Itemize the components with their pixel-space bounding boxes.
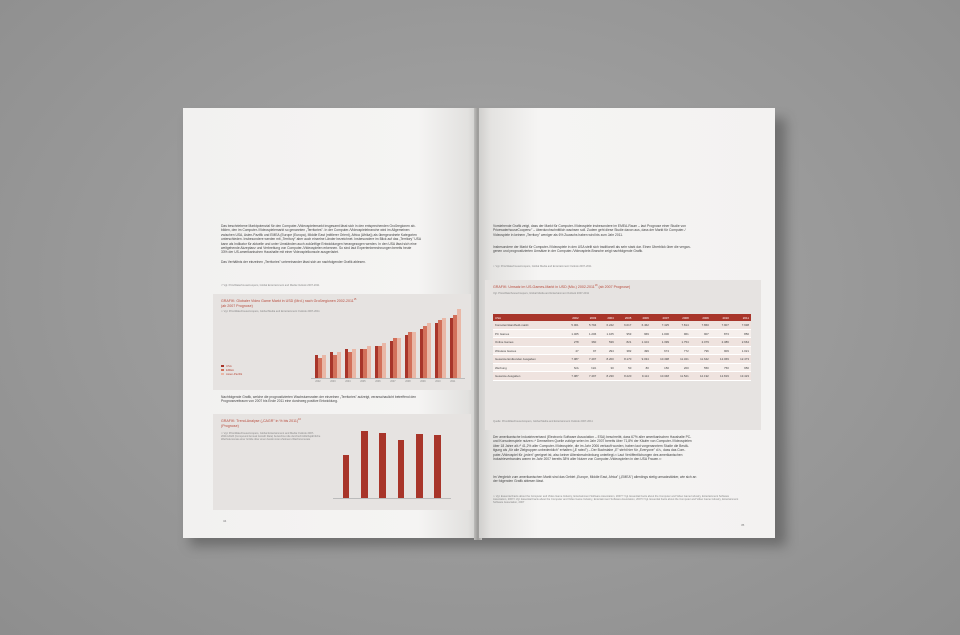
table-cell: 10.348 [651, 372, 671, 381]
chart1-x-tick-label: 2008 [405, 380, 411, 383]
table-cell: 909 [711, 346, 731, 355]
left-paragraph-3-line: Prognosezeitraum von 2007 bis Ende 2011 eine durchweg positive Entwicklung. [221, 399, 338, 404]
chart2-bar [361, 431, 368, 498]
table-cell: Konsolen/Handheld-markt [493, 321, 563, 329]
left-paragraph-1-line: zwischen USA, Asien-Pazifik und EMEA (Europe (Europa), Middle East (mittlerer Orient), Africa (Afrika)) als übergeordnete Kategorien [221, 232, 417, 237]
chart1-bar [412, 332, 416, 378]
table-cell: Gesamte Ausgaben [493, 372, 563, 381]
left-paragraph-1-line: weitgehende Akzeptanz und Verbreitung von Computer-/Videospielen erkennen. So sind laut Expertenberechnungen bereits heute [221, 246, 412, 251]
chart1-bar [352, 349, 356, 378]
chart2-plot [337, 426, 447, 498]
table-row [493, 363, 751, 372]
chart2-bar [398, 440, 405, 498]
table-row [493, 321, 751, 329]
table-cell: 80 [633, 363, 651, 372]
table-cell: 1.000 [651, 329, 671, 338]
table-panel [485, 280, 761, 430]
table-cell: 1.165 [598, 329, 616, 338]
chart1-source: ¹⁵ Vgl. PriceWaterhouseCoopers, Global Media and Entertainment Outlook 2007-2011 [221, 310, 320, 313]
chart1-x-labels [313, 380, 463, 384]
table-cell: 950 [731, 363, 751, 372]
chart1-x-tick-label: 2010 [435, 380, 441, 383]
right-paragraph-1 [493, 224, 743, 237]
right-footnote-line: ²² Vgl. Essential Facts about the Computer and Video Game Industry, Entertainment Software Association, 2007 [493, 498, 739, 505]
table-cell: 953 [616, 329, 634, 338]
right-paragraph-3-line: Industrieverbandes waren im Jahr 2007 bereits 38% aller Nutzer von Computer-/Videospielen in den USA Frauen.²² [493, 457, 662, 462]
chart2-title: GRAFIK: Trend-Analyse („CAGR" in % bis 2011)$^{16}$ (Prognose) [221, 418, 301, 428]
table-cell: PC Games [493, 329, 563, 338]
table-cell: Wireless Games [493, 346, 563, 355]
table-cell: 6.242 [598, 321, 616, 329]
table-title: GRAFIK: Umsatz im US-Games-Markt in USD (Mio.) 2002-2011$^{18}$ (ab 2007 Prognose) [493, 284, 631, 290]
chart1-bar [457, 309, 461, 378]
table-cell: 2.079 [691, 338, 711, 347]
table-cell: 7.907 [711, 321, 731, 329]
chart2-bar [379, 433, 386, 498]
table-cell: 1.104 [633, 338, 651, 347]
chart1-legend [221, 364, 242, 376]
table-cell: 2.386 [711, 338, 731, 347]
table-cell: 13.423 [731, 372, 751, 381]
table-header-cell: 2004 [598, 314, 616, 321]
table-cell: N/A [581, 363, 599, 372]
table-cell: 1.021 [731, 346, 751, 355]
chart1-bar [382, 343, 386, 378]
table-cell: 821 [616, 338, 634, 347]
right-paragraph-3-line: über 18 Jahre alt.²⁰ 41,2% aller Computer-/Videospiele, die im Jahr 2006 verkauft wurden, haben laut vorgenanntem Studie die Bestä- [493, 443, 689, 448]
right-paragraph-1-line: PricewaterhouseCoopers¹⁷ – überdurchschnittlich wachsen soll. Zudem geht diese Studie davon aus, dass der Markt für Computer-/ [493, 228, 686, 233]
right-paragraph-2 [493, 245, 743, 254]
chart1-x-tick-label: 2003 [330, 380, 336, 383]
table-row [493, 329, 751, 338]
right-paragraph-4-line: Im Vergleich zum amerikanischen Markt sind das Gebiet „Europe, Middle East, Africa" („EMEA") allerdings stetig umsatzstärker, wie sich an [493, 475, 697, 479]
table-cell: 674 [651, 346, 671, 355]
right-footnote-line: ²⁰ Vgl. Essential Facts about the Computer and Video Game Industry, Entertainment Software Association, 2007 [493, 495, 730, 502]
us-games-table [493, 314, 751, 381]
chart1-x-tick-label: 2004 [345, 380, 351, 383]
table-cell: 7.425 [651, 321, 671, 329]
chart2-x-axis [333, 498, 451, 499]
table-cell: 97 [581, 346, 599, 355]
left-paragraph-3-line: Nachfolgende Grafik, welche die prognostizierten Wachstumsraten der einzelnen „Territories" aufzeigt, veranschaulicht betreffend den [221, 395, 417, 399]
right-paragraph-4 [493, 475, 743, 484]
table-cell: 539 [598, 338, 616, 347]
chart2-source [221, 432, 321, 442]
chart1-bar [427, 323, 431, 378]
table-cell: 7.087 [563, 372, 581, 381]
table-cell: N/A [563, 363, 581, 372]
table-note: Vgl. PriceWaterhouseCoopers, Global Media and Entertainment Outlook 2007-2011 [493, 292, 590, 295]
table-cell: 772 [671, 346, 691, 355]
chart1-x-tick-label: 2007 [390, 380, 396, 383]
left-page [183, 108, 477, 538]
table-cell: 1.206 [581, 329, 599, 338]
chart2-source-line: ¹⁶ Vgl. PriceWaterhouseCoopers, Global Entertainment and Media Outlook 2007-2011 [221, 432, 315, 439]
right-paragraph-2-line: Insbesondere der Markt für Computer-/Videospiele in den USA stellt sich traditionell als sehr stark dar. Einen Überblick über die vergan- [493, 245, 691, 249]
legend-swatch-emea [221, 369, 224, 371]
table-cell: 30 [598, 363, 616, 372]
left-paragraph-3 [221, 395, 466, 404]
table-cell: 5.794 [581, 321, 599, 329]
table-cell: 11.521 [671, 372, 691, 381]
table-cell: 7.938 [731, 321, 751, 329]
table-cell: 873 [711, 329, 731, 338]
table-cell: 360 [581, 338, 599, 347]
chart1-x-tick-label: 2011 [450, 380, 456, 383]
table-cell: 8.220 [616, 372, 634, 381]
table-cell: 7.087 [563, 355, 581, 364]
right-footnote-line: ¹⁹ Vgl. Essential Facts about the Computer and Video Game Industry, Entertainment Software Association, 2007 [493, 495, 622, 498]
table-header-cell: 2002 [563, 314, 581, 321]
table-cell: 2.664 [731, 338, 751, 347]
table-header-cell: 2009 [691, 314, 711, 321]
chart1-panel [213, 294, 471, 390]
right-footnotes [493, 495, 743, 505]
chart1-title: GRAFIK: Globaler Video Game Markt in USD (Mrd.) nach Großregionen 2002-2011$^{15}$ (ab 2007 Prognose) [221, 298, 357, 308]
table-row [493, 355, 751, 364]
chart1-x-tick-label: 2005 [360, 380, 366, 383]
table-cell: 907 [691, 329, 711, 338]
table-cell: 550 [691, 363, 711, 372]
table-header-cell: 2008 [671, 314, 691, 321]
table-row [493, 372, 751, 381]
chart2-panel [213, 414, 471, 510]
chart1-bar [397, 338, 401, 378]
table-cell: 750 [711, 363, 731, 372]
chart1-bar [322, 355, 326, 378]
left-paragraph-1-line: unterschieden. Insbesondere werden mit „Territory" aber auch einzelne Länder bezeichnet. Insbesondere im Blick auf das „Territory" USA [221, 237, 422, 242]
table-header-row [493, 314, 751, 321]
chart1-x-axis [311, 378, 465, 379]
left-paragraph-1-line: bilden, den im Computer-/Videospielemarkt so genannten „Territories". In der Computer-/Videospielebranche wird im Allgemeinen [221, 228, 410, 233]
table-cell: 47 [563, 346, 581, 355]
table-cell: 7.497 [581, 372, 599, 381]
legend-swatch-usa [221, 365, 224, 367]
right-paragraph-3 [493, 435, 743, 461]
table-cell: 8.170 [616, 355, 634, 364]
chart2-bar [416, 434, 423, 498]
table-header-cell: 2007 [651, 314, 671, 321]
table-cell: Werbung [493, 363, 563, 372]
table-cell: 1.465 [563, 329, 581, 338]
table-header-cell: USA [493, 314, 563, 321]
right-paragraph-1-line: Vorstehende Grafik zeigt, dass der Markt für Computer-/Videospiele insbesondere im EMEA-Raum – laut Prognose einer Studie von [493, 224, 686, 228]
table-row [493, 346, 751, 355]
chart1-plot [313, 306, 463, 378]
chart2-bar [343, 455, 350, 498]
left-paragraph-1-line: 33% der US-amerikanischen Haushalte mit einer Videospielkonsole ausgerüstet. [221, 250, 339, 255]
table-cell: 7.860 [691, 321, 711, 329]
table-cell: 969 [633, 329, 651, 338]
chart1-x-tick-label: 2002 [315, 380, 321, 383]
table-cell: 12.819 [711, 372, 731, 381]
right-page-number: 35 [741, 523, 745, 527]
table-header-cell: 2005 [616, 314, 634, 321]
chart1-bar [442, 318, 446, 378]
chart2-bar [434, 435, 441, 498]
right-paragraph-1-line: Videospiele in keinem „Territory" weniger als 6% Zuwachs haben wird bis zum Jahr 2011. [493, 232, 624, 237]
table-cell: 12.473 [731, 355, 751, 364]
table-cell: 10.498 [651, 355, 671, 364]
right-page [479, 108, 775, 538]
table-cell: 150 [651, 363, 671, 372]
table-cell: 382 [616, 346, 634, 355]
table-cell: 499 [633, 346, 651, 355]
table-cell: Online Games [493, 338, 563, 347]
left-paragraph-1-line: kann als Indikator für aktuelle und unter Umständen auch zukünftige Entwicklungen herangezogen werden. In den USA lässt sich eine [221, 241, 417, 246]
table-header-cell: 2010 [711, 314, 731, 321]
chart2-source-line: CAGR (Compound Annual Growth Rate) bezeichnet die durchschnittliche [226, 435, 311, 439]
chart1-bar [367, 346, 371, 378]
table-cell: 278 [563, 338, 581, 347]
table-cell: 1.754 [671, 338, 691, 347]
table-cell: 11.642 [691, 355, 711, 364]
table-cell: 11.321 [671, 355, 691, 364]
left-paragraph-1-line: Das beschriebene Marktpotenzial für den Computer-/Videospielemarkt insgesamt lässt sich in den entsprechenden Großregionen ab- [221, 224, 416, 228]
table-cell: 961 [671, 329, 691, 338]
legend-usa: USA [221, 364, 242, 368]
table-cell: 6.462 [633, 321, 651, 329]
table-cell: 850 [731, 329, 751, 338]
left-page-number: 34 [223, 519, 227, 523]
table-header-cell: 2011 [731, 314, 751, 321]
table-cell: 12.192 [691, 372, 711, 381]
legend-swatch-apac [221, 373, 224, 375]
right-footnote-line: ²¹ Vgl. Essential Facts about the Computer and Video Game Industry, Entertainment Software Association, 2007 [513, 498, 642, 502]
chart2-source-line: Wachstumsrate [292, 438, 311, 442]
table-cell: Gesamte Endkunden Ausgaben [493, 355, 563, 364]
table-cell: 8.200 [598, 355, 616, 364]
table-cell: 12.069 [711, 355, 731, 364]
right-paragraph-2-line: genen und prognostizierten Umsätze in der Computer-/Videospiele-Branche zeigt nachfolgende Grafik. [493, 249, 644, 254]
table-cell: 7.814 [671, 321, 691, 329]
table-cell: 294 [598, 346, 616, 355]
table-cell: 5.001 [563, 321, 581, 329]
table-cell: 6.017 [616, 321, 634, 329]
chart1-bar [337, 352, 341, 378]
left-paragraph-2: Das Verhältnis der einzelnen „Territories" untereinander lässt sich an nachfolgender Grafik ablesen. [221, 260, 366, 264]
table-cell: 796 [691, 346, 711, 355]
table-cell: 50 [616, 363, 634, 372]
table-cell: 9.114 [633, 372, 651, 381]
legend-emea: EMEA [221, 368, 242, 372]
chart1-x-tick-label: 2009 [420, 380, 426, 383]
left-footnote-1: ¹³ Vgl. PriceWaterhouseCoopers, Global Entertainment and Media Outlook 2007-2011 [221, 284, 320, 287]
right-paragraph-3-line: und Konsolenspiele nutzen.¹⁹ Demselben Quelle zufolge seien im Jahr 2007 bereits über 71,8% der Käufer von Computer-/Videospielen [493, 439, 692, 444]
right-paragraph-3-line: puter-/Videospiel für „jeden" geeignet ist, also keiner Altersbeschränkung unterliegt.²¹ Laut Veröffentlichungen des amerikanischen [493, 452, 683, 457]
chart1-x-tick-label: 2006 [375, 380, 381, 383]
table-header-cell: 2006 [633, 314, 651, 321]
table-source: Quelle: PriceWaterhouseCoopers, Global Media and Entertainment Outlook 2007-2011 [493, 420, 593, 423]
legend-apac: Asien-Pazifik [221, 372, 242, 376]
table-cell: 200 [671, 363, 691, 372]
table-cell: 7.497 [581, 355, 599, 364]
table-row [493, 338, 751, 347]
right-paragraph-4-line: der folgenden Grafik ablesen lässt. [493, 479, 544, 484]
table-cell: 9.034 [633, 355, 651, 364]
chart2-source-line: jährliche Wachstumsrate einer Größe über einen bestimmten Zeitraum. [221, 435, 321, 442]
right-footnote-1: ¹⁷ Vgl. PriceWaterhouseCoopers, Global Media and Entertainment Outlook 2007-2011 [493, 265, 592, 268]
open-brochure [183, 108, 780, 540]
table-header-cell: 2003 [581, 314, 599, 321]
table-cell: 1.399 [651, 338, 671, 347]
left-paragraph-1 [221, 224, 466, 255]
right-paragraph-3-line: tigung als „für alle Zielgruppen unbedenklich" erhalten („E rated") – Der Buchstabe „E" steht hier für „Everyone" d.h., dass das Com- [493, 448, 686, 453]
table-cell: 8.230 [598, 372, 616, 381]
right-paragraph-3-line: Der amerikanische Industrieverband (Electronic Software Association – ESA) beschreibt, dass 67% aller amerikanischen Haushalte PC- [493, 435, 692, 439]
